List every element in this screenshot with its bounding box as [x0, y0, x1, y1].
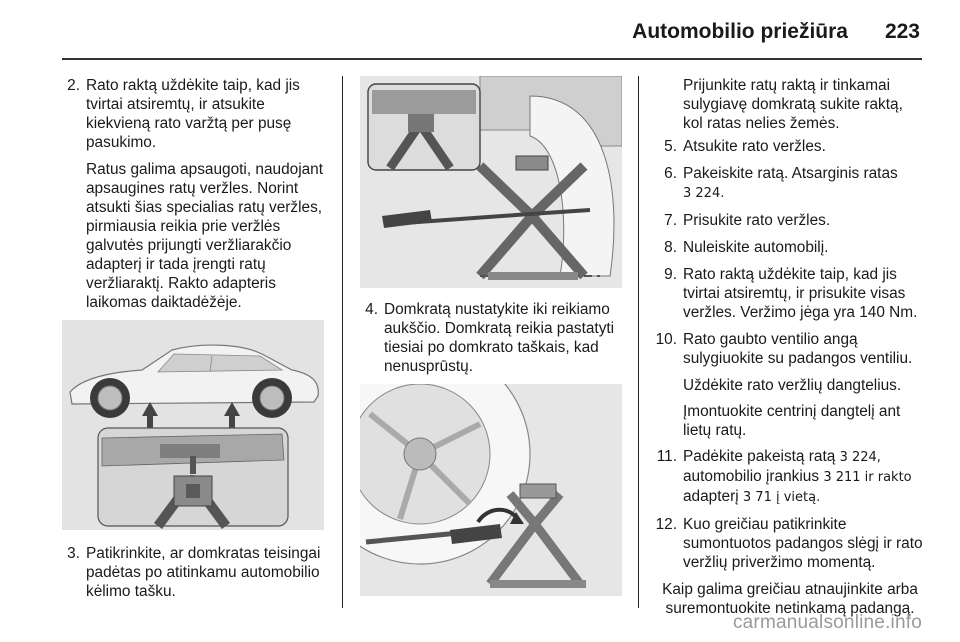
step-number: 12. — [655, 516, 677, 533]
step-number: 9. — [664, 266, 677, 283]
watermark: carmanualsonline.info — [732, 612, 922, 633]
step-text: Prisukite rato veržles. — [683, 212, 831, 229]
jack-height-illustration — [360, 76, 622, 288]
column-divider-right — [638, 76, 639, 608]
step-number: 4. — [365, 301, 378, 318]
step-3 — [62, 544, 324, 601]
step-12 — [655, 515, 923, 572]
step-2-note: Ratus galima apsaugoti, naudojant apsaugines ratų veržles. Norint atsukti šias specialias ratų veržles, pirmiausia reikia prie veržlės galvutės prijungti veržliarakčio adapterį ir tada įrengti ratų veržliaraktį. Rakto adapteris laikomas daiktadėžėje. — [86, 161, 324, 311]
step-number: 6. — [664, 165, 677, 182]
page-number: 223 — [884, 20, 920, 43]
step-11-text-2: automobilio įrankius — [683, 468, 820, 485]
jack-height-svg — [360, 76, 622, 288]
repair-note: Kaip galima greičiau atnaujinkite arba suremontuokite netinkamą padangą. — [662, 581, 918, 617]
step-7 — [655, 211, 923, 230]
page-title: Automobilio priežiūra — [632, 20, 848, 43]
step-6 — [655, 164, 923, 203]
step-number: 5. — [664, 138, 677, 155]
step-2 — [62, 76, 324, 152]
page-ref-link[interactable]: 3 224, — [839, 450, 881, 465]
step-text: Patikrinkite, ar domkratas teisingai padėtas po atitinkamu automobilio kėlimo tašku. — [86, 545, 321, 600]
step-4-continued: Prijunkite ratų raktą ir tinkamai sulygiavę domkratą sukite raktą, kol ratas nelies žemės. — [683, 77, 903, 132]
column-divider-left — [342, 76, 343, 608]
crank-jack-svg — [360, 384, 622, 596]
step-text: Atsukite rato veržles. — [683, 138, 826, 155]
page-ref-link[interactable]: 3 211 ir rakto — [823, 470, 912, 485]
car-jack-svg — [62, 320, 324, 530]
step-11-text-1: Padėkite pakeistą ratą — [683, 448, 836, 465]
step-number: 7. — [664, 212, 677, 229]
step-8 — [655, 238, 923, 257]
step-text: Rato raktą uždėkite taip, kad jis tvirtai atsiremtų, ir prisukite visas veržles. Veržimo jėga yra 140 Nm. — [683, 266, 918, 321]
step-10-note-b: Įmontuokite centrinį dangtelį ant lietų ratų. — [683, 403, 901, 439]
step-number: 2. — [67, 77, 80, 94]
page-ref-link[interactable]: 3 224. — [683, 186, 725, 201]
step-11 — [655, 447, 923, 507]
step-10 — [655, 330, 923, 368]
step-number: 10. — [655, 331, 677, 348]
step-text: Domkratą nustatykite iki reikiamo aukščio. Domkratą reikia pastatyti tiesiai po domkrato taškais, kad nenusprūstų. — [384, 301, 615, 375]
crank-jack-illustration — [360, 384, 622, 596]
step-number: 3. — [67, 545, 80, 562]
step-9 — [655, 265, 923, 322]
step-6-text: Pakeiskite ratą. Atsarginis ratas — [683, 165, 898, 182]
page-header — [0, 0, 960, 60]
step-4 — [360, 300, 622, 376]
step-text: Rato gaubto ventilio angą sulygiuokite su padangos ventiliu. — [683, 331, 913, 367]
column-1 — [62, 76, 324, 609]
step-11-text-3: adapterį — [683, 488, 739, 505]
step-text — [683, 164, 923, 203]
step-text: Kuo greičiau patikrinkite sumontuotos padangos slėgį ir rato veržlių priveržimo momentą. — [683, 516, 923, 571]
step-number: 8. — [664, 239, 677, 256]
step-text — [683, 447, 923, 507]
step-10-note-a: Uždėkite rato veržlių dangtelius. — [683, 377, 902, 394]
column-2 — [360, 76, 622, 596]
page-ref-link[interactable]: 3 71 į vietą. — [742, 490, 821, 505]
step-number: 11. — [656, 448, 677, 465]
step-text: Nuleiskite automobilį. — [683, 239, 829, 256]
step-text: Rato raktą uždėkite taip, kad jis tvirtai atsiremtų, ir atsukite kiekvieną rato varžtą per pusę pasukimo. — [86, 77, 300, 151]
car-lift-point-illustration — [62, 320, 324, 530]
step-5 — [655, 137, 923, 156]
header-divider — [62, 58, 922, 60]
column-3 — [655, 76, 923, 618]
